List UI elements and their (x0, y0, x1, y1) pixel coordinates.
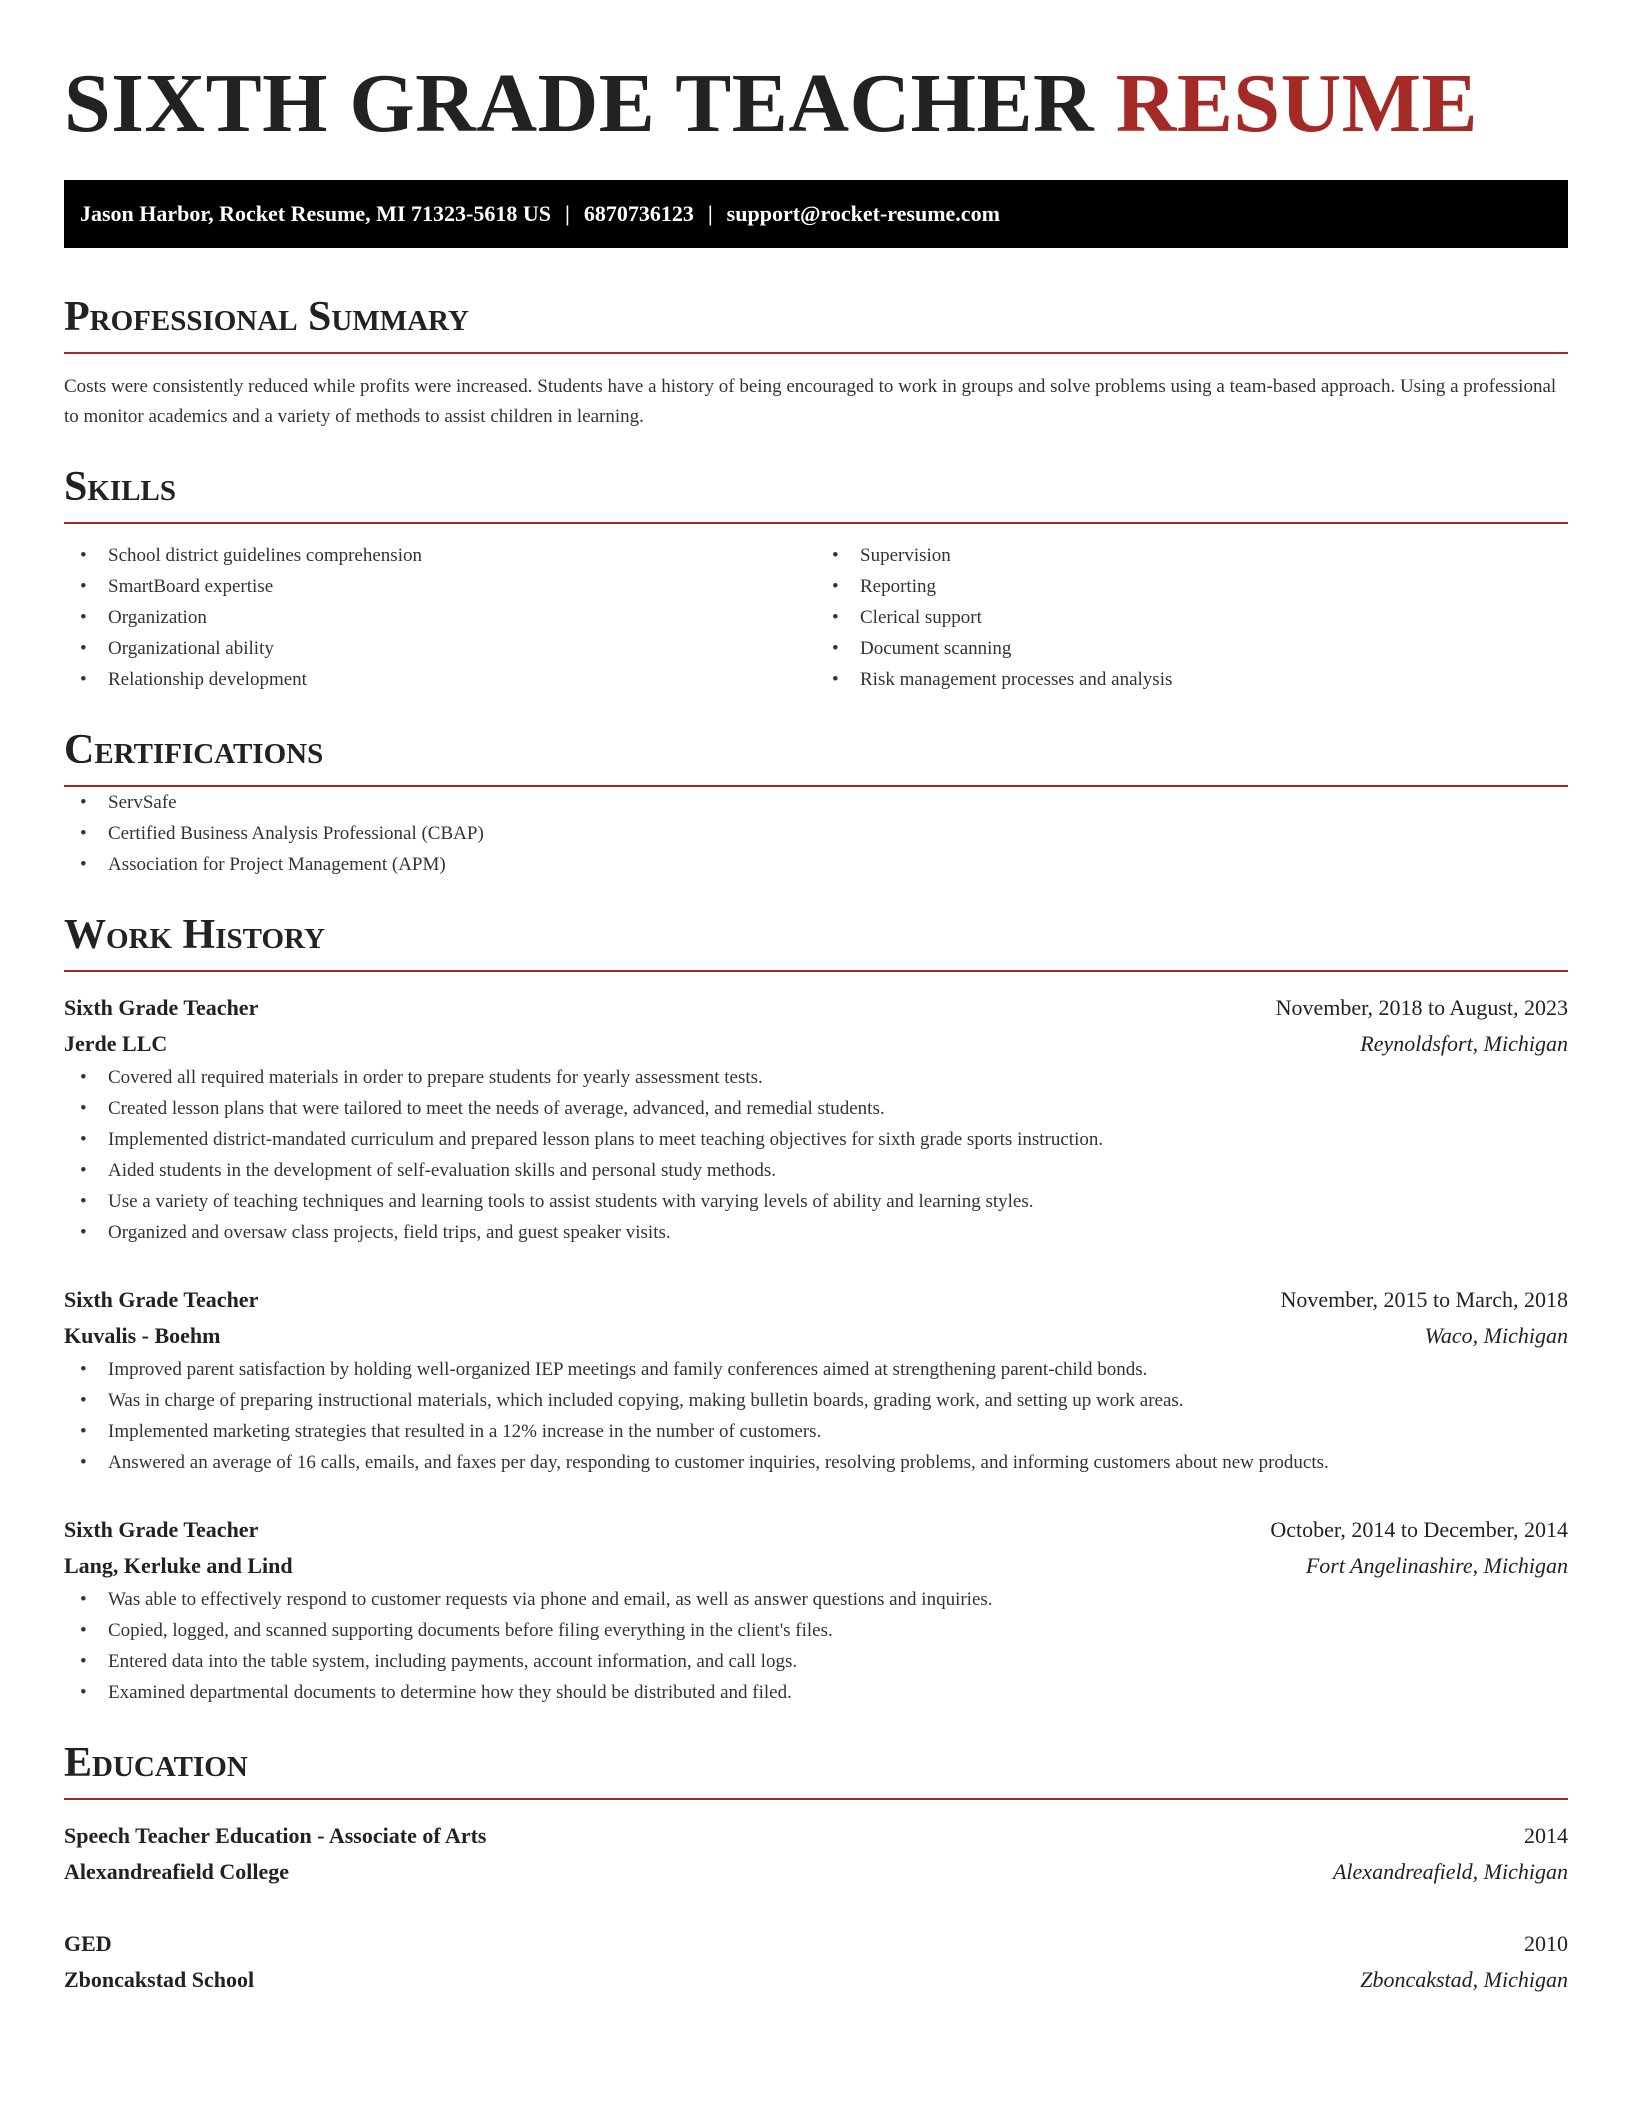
job-header-row (64, 1512, 1568, 1548)
skill-item: • Relationship development (64, 664, 816, 695)
skill-item: • Document scanning (816, 633, 1568, 664)
job-bullet: • Aided students in the development of self-evaluation skills and personal study methods. (64, 1155, 1568, 1186)
graduation-year: 2014 (1524, 1823, 1568, 1848)
certifications-list (64, 787, 1568, 880)
professional-summary-section (64, 292, 1568, 432)
contact-phone: 6870736123 (583, 201, 694, 226)
education-section (64, 1738, 1568, 1998)
job-bullet: • Covered all required materials in order to prepare students for yearly assessment tests. (64, 1062, 1568, 1093)
job-entry (64, 1512, 1568, 1708)
education-school-row (64, 1854, 1568, 1890)
section-divider (64, 352, 1568, 354)
job-employer: Lang, Kerluke and Lind (64, 1553, 293, 1578)
job-dates: November, 2018 to August, 2023 (1275, 995, 1568, 1020)
job-header-row (64, 1282, 1568, 1318)
section-divider (64, 522, 1568, 524)
school-location: Zboncakstad, Michigan (1360, 1967, 1568, 1992)
job-title: Sixth Grade Teacher (64, 995, 259, 1020)
skills-list-left (64, 540, 816, 695)
job-bullet: • Entered data into the table system, including payments, account information, and call logs. (64, 1646, 1568, 1677)
contact-email: support@rocket-resume.com (726, 201, 1000, 226)
job-bullet: • Implemented district-mandated curriculum and prepared lesson plans to meet teaching objectives for sixth grade sports instruction. (64, 1124, 1568, 1155)
job-entry (64, 1282, 1568, 1478)
job-bullet: • Implemented marketing strategies that resulted in a 12% increase in the number of customers. (64, 1416, 1568, 1447)
job-title: Sixth Grade Teacher (64, 1517, 259, 1542)
certification-item: • Association for Project Management (APM) (64, 849, 1568, 880)
title-main: SIXTH GRADE TEACHER (64, 57, 1095, 150)
skill-item: • Reporting (816, 571, 1568, 602)
skills-grid (64, 540, 1568, 695)
job-bullet: • Examined departmental documents to determine how they should be distributed and filed. (64, 1677, 1568, 1708)
education-school-row (64, 1962, 1568, 1998)
skill-item: • School district guidelines comprehension (64, 540, 816, 571)
job-employer-row (64, 1026, 1568, 1062)
job-bullet: • Created lesson plans that were tailored to meet the needs of average, advanced, and remedial students. (64, 1093, 1568, 1124)
skill-item: • Organization (64, 602, 816, 633)
contact-address: Jason Harbor, Rocket Resume, MI 71323-5618 US (80, 201, 551, 226)
contact-bar (64, 180, 1568, 248)
school-location: Alexandreafield, Michigan (1332, 1859, 1568, 1884)
job-bullet: • Answered an average of 16 calls, emails, and faxes per day, responding to customer inquiries, resolving problems, and informing customers about new products. (64, 1447, 1568, 1478)
certifications-section (64, 725, 1568, 880)
job-bullet: • Was in charge of preparing instructional materials, which included copying, making bulletin boards, grading work, and setting up work areas. (64, 1385, 1568, 1416)
education-header-row (64, 1818, 1568, 1854)
job-dates: October, 2014 to December, 2014 (1270, 1517, 1568, 1542)
job-bullet: • Copied, logged, and scanned supporting documents before filing everything in the client's files. (64, 1615, 1568, 1646)
certification-item: • Certified Business Analysis Professional (CBAP) (64, 818, 1568, 849)
skills-list-right (816, 540, 1568, 695)
job-bullet: • Improved parent satisfaction by holding well-organized IEP meetings and family conferences aimed at strengthening parent-child bonds. (64, 1354, 1568, 1385)
contact-separator: | (707, 201, 713, 226)
job-employer-row (64, 1548, 1568, 1584)
skill-item: • Clerical support (816, 602, 1568, 633)
skill-item: • Risk management processes and analysis (816, 664, 1568, 695)
degree: GED (64, 1931, 112, 1956)
skill-item: • Supervision (816, 540, 1568, 571)
job-bullets (64, 1062, 1568, 1248)
skills-section (64, 462, 1568, 695)
section-heading: Work History (64, 912, 325, 958)
job-dates: November, 2015 to March, 2018 (1280, 1287, 1568, 1312)
job-location: Waco, Michigan (1424, 1323, 1568, 1348)
contact-separator: | (564, 201, 570, 226)
section-divider (64, 1798, 1568, 1800)
job-employer: Kuvalis - Boehm (64, 1323, 221, 1348)
job-entry (64, 990, 1568, 1248)
job-bullet: • Organized and oversaw class projects, field trips, and guest speaker visits. (64, 1217, 1568, 1248)
education-entry (64, 1926, 1568, 1998)
resume-title (64, 56, 1568, 152)
section-heading: Certifications (64, 727, 324, 773)
job-employer: Jerde LLC (64, 1031, 168, 1056)
job-location: Fort Angelinashire, Michigan (1305, 1553, 1568, 1578)
degree: Speech Teacher Education - Associate of Arts (64, 1823, 487, 1848)
section-heading: Professional Summary (64, 294, 469, 340)
school-name: Zboncakstad School (64, 1967, 255, 1992)
summary-text: Costs were consistently reduced while profits were increased. Students have a history of being encouraged to work in groups and solve problems using a team-based approach. Using a professional to monitor academics and a variety of methods to assist children in learning. (64, 376, 1557, 427)
work-history-section (64, 910, 1568, 1708)
section-divider (64, 970, 1568, 972)
job-bullet: • Was able to effectively respond to customer requests via phone and email, as well as answer questions and inquiries. (64, 1584, 1568, 1615)
education-header-row (64, 1926, 1568, 1962)
job-header-row (64, 990, 1568, 1026)
job-location: Reynoldsfort, Michigan (1360, 1031, 1568, 1056)
title-accent: RESUME (1115, 57, 1479, 150)
job-bullets (64, 1354, 1568, 1478)
job-title: Sixth Grade Teacher (64, 1287, 259, 1312)
section-heading: Skills (64, 464, 177, 510)
job-bullet: • Use a variety of teaching techniques and learning tools to assist students with varying levels of ability and learning styles. (64, 1186, 1568, 1217)
education-entry (64, 1818, 1568, 1890)
graduation-year: 2010 (1524, 1931, 1568, 1956)
job-bullets (64, 1584, 1568, 1708)
skill-item: • SmartBoard expertise (64, 571, 816, 602)
section-heading: Education (64, 1740, 248, 1786)
skill-item: • Organizational ability (64, 633, 816, 664)
job-employer-row (64, 1318, 1568, 1354)
certification-item: • ServSafe (64, 787, 1568, 818)
school-name: Alexandreafield College (64, 1859, 290, 1884)
